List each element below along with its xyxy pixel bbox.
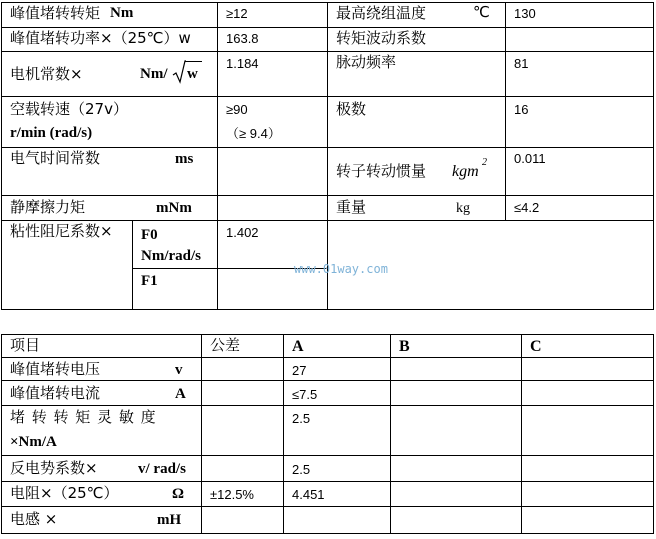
label-static-friction-torque: 静摩擦力矩 xyxy=(10,198,86,216)
value-weight: ≤4.2 xyxy=(514,200,540,215)
unit-motor-constant: Nm/ xyxy=(140,66,168,82)
label-weight: 重量 xyxy=(336,198,367,216)
unit-weight: kg xyxy=(456,201,470,216)
unit-peak-stall-torque: Nm xyxy=(110,5,134,21)
value-peak-stall-voltage: 27 xyxy=(292,363,307,378)
label-electrical-time-constant: 电气时间常数 xyxy=(10,149,101,167)
unit-electrical-time-constant: ms xyxy=(175,151,194,167)
label-back-emf-constant: 反电势系数× xyxy=(10,459,98,477)
unit-rotor-inertia: kgm xyxy=(452,163,479,180)
unit-max-winding-temp: ℃ xyxy=(473,3,490,21)
header-a: A xyxy=(292,338,304,355)
value-resistance: 4.451 xyxy=(292,487,325,502)
label-peak-stall-power: 峰值堵转功率×（25℃）w xyxy=(10,29,191,47)
unit-static-friction-torque: mNm xyxy=(156,200,192,216)
label-inductance: 电感 × xyxy=(10,510,58,528)
label-peak-stall-voltage: 峰值堵转电压 xyxy=(10,360,101,378)
unit-peak-stall-voltage: v xyxy=(175,362,183,378)
value-pulse-frequency: 81 xyxy=(514,56,529,71)
unit-inductance: mH xyxy=(157,512,182,528)
label-no-load-speed-unit: r/min (rad/s) xyxy=(10,125,93,141)
label-resistance: 电阻×（25℃） xyxy=(10,484,119,502)
value-peak-stall-current: ≤7.5 xyxy=(292,387,318,402)
value-stall-torque-sensitivity: 2.5 xyxy=(292,411,311,426)
label-rotor-inertia: 转子转动惯量 xyxy=(336,162,427,180)
unit-resistance: Ω xyxy=(172,486,185,502)
label-max-winding-temp: 最高绕组温度 xyxy=(336,4,427,22)
value-no-load-speed: ≥90 xyxy=(226,102,248,117)
label-pulse-frequency: 脉动频率 xyxy=(336,53,397,71)
watermark: www.01way.com xyxy=(294,262,388,276)
label-pole-count: 极数 xyxy=(336,100,367,118)
unit-back-emf-constant: v/ rad/s xyxy=(138,461,186,477)
unit-stall-torque-sensitivity: ×Nm/A xyxy=(10,434,57,450)
header-b: B xyxy=(399,338,410,355)
label-motor-constant: 电机常数× xyxy=(10,65,83,83)
label-torque-ripple: 转矩波动系数 xyxy=(336,29,427,47)
label-stall-torque-sensitivity: 堵 转 转 矩 灵 敏 度 xyxy=(10,408,157,426)
label-peak-stall-current: 峰值堵转电流 xyxy=(10,384,101,402)
tol-resistance: ±12.5% xyxy=(210,487,254,502)
label-no-load-speed: 空载转速（27v） xyxy=(10,100,128,118)
sqrt-icon xyxy=(172,60,186,89)
value-max-winding-temp: 130 xyxy=(514,6,536,21)
unit-motor-constant-root: w xyxy=(187,66,198,82)
label-peak-stall-torque: 峰值堵转转矩 xyxy=(10,4,101,22)
header-tolerance: 公差 xyxy=(210,336,241,354)
unit-f0: Nm/rad/s xyxy=(141,248,201,264)
label-viscous-damping: 粘性阻尼系数× xyxy=(10,222,113,240)
unit-rotor-inertia-exponent: 2 xyxy=(482,157,487,168)
value-f0: 1.402 xyxy=(226,225,259,240)
value-no-load-speed-rad: （≥ 9.4） xyxy=(226,126,281,141)
label-f1: F1 xyxy=(141,273,158,289)
unit-peak-stall-current: A xyxy=(175,386,186,402)
value-back-emf-constant: 2.5 xyxy=(292,462,311,477)
value-pole-count: 16 xyxy=(514,102,529,117)
header-item: 项目 xyxy=(10,336,41,354)
value-motor-constant: 1.184 xyxy=(226,56,259,71)
value-peak-stall-torque: ≥12 xyxy=(226,6,248,21)
label-f0: F0 xyxy=(141,227,158,243)
header-c: C xyxy=(530,338,542,355)
value-peak-stall-power: 163.8 xyxy=(226,31,259,46)
value-rotor-inertia: 0.011 xyxy=(514,151,546,166)
